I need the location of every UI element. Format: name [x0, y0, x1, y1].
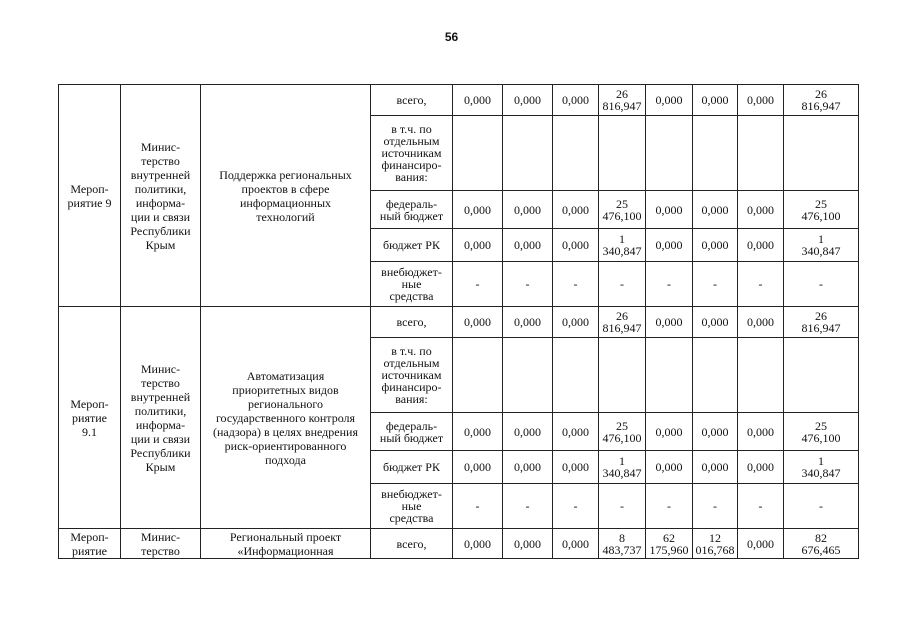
amount-cell: 0,000 [453, 307, 503, 338]
funding-source-cell: бюджет РК [371, 229, 453, 262]
amount-cell: - [784, 262, 859, 307]
measure-name-cell: Автоматизация приоритетных видов регионального государственного контроля (надзора) в целях внедрения риск-ориентированного подхода [201, 307, 371, 529]
amount-cell: - [738, 262, 784, 307]
amount-cell: 12 016,768 [693, 529, 738, 559]
amount-cell: 1 340,847 [784, 229, 859, 262]
amount-cell: 0,000 [553, 413, 599, 451]
funding-source-cell: внебюджет- ные средства [371, 262, 453, 307]
table-row [59, 307, 859, 338]
amount-cell: 8 483,737 [599, 529, 646, 559]
amount-cell [784, 116, 859, 191]
amount-cell [553, 338, 599, 413]
amount-cell: - [599, 262, 646, 307]
funding-source-cell: федераль- ный бюджет [371, 413, 453, 451]
event-cell: Мероп- риятие 9 [59, 85, 121, 307]
amount-cell: - [503, 484, 553, 529]
funding-source-cell: в т.ч. по отдельным источникам финансиро- вания: [371, 116, 453, 191]
amount-cell: 0,000 [553, 529, 599, 559]
amount-cell: 0,000 [453, 413, 503, 451]
amount-cell: 0,000 [646, 451, 693, 484]
amount-cell: 0,000 [453, 529, 503, 559]
funding-source-cell: всего, [371, 529, 453, 559]
amount-cell: 25 476,100 [599, 413, 646, 451]
amount-cell: 0,000 [738, 307, 784, 338]
amount-cell: - [646, 484, 693, 529]
funding-source-cell: всего, [371, 85, 453, 116]
amount-cell: 0,000 [738, 191, 784, 229]
funding-source-cell: всего, [371, 307, 453, 338]
amount-cell: 0,000 [738, 413, 784, 451]
amount-cell: 0,000 [646, 413, 693, 451]
amount-cell: 0,000 [738, 451, 784, 484]
funding-source-cell: федераль- ный бюджет [371, 191, 453, 229]
page-number: 56 [444, 30, 459, 44]
amount-cell: 0,000 [553, 229, 599, 262]
amount-cell: 0,000 [553, 85, 599, 116]
amount-cell: 0,000 [553, 191, 599, 229]
event-cell: Мероп- риятие 9.1 [59, 307, 121, 529]
amount-cell: - [693, 262, 738, 307]
executor-cell: Минис- терство внутренней политики, информа- ции и связи Республики Крым [121, 85, 201, 307]
amount-cell: 0,000 [453, 85, 503, 116]
amount-cell: 25 476,100 [784, 191, 859, 229]
amount-cell: 0,000 [738, 229, 784, 262]
amount-cell: - [784, 484, 859, 529]
amount-cell: 26 816,947 [599, 85, 646, 116]
amount-cell: 0,000 [646, 307, 693, 338]
amount-cell: 1 340,847 [599, 451, 646, 484]
amount-cell [503, 116, 553, 191]
amount-cell: 0,000 [503, 307, 553, 338]
amount-cell [646, 116, 693, 191]
amount-cell [693, 116, 738, 191]
amount-cell: 0,000 [738, 529, 784, 559]
amount-cell: - [503, 262, 553, 307]
amount-cell: 0,000 [553, 451, 599, 484]
amount-cell: 0,000 [503, 229, 553, 262]
table-row [59, 85, 859, 116]
amount-cell [453, 338, 503, 413]
event-cell: Мероп- риятие [59, 529, 121, 559]
funding-source-cell: внебюджет- ные средства [371, 484, 453, 529]
budget-table [58, 84, 859, 559]
amount-cell: - [453, 484, 503, 529]
amount-cell [599, 116, 646, 191]
amount-cell: 0,000 [646, 229, 693, 262]
amount-cell: 0,000 [738, 85, 784, 116]
amount-cell: 26 816,947 [784, 85, 859, 116]
amount-cell: 0,000 [553, 307, 599, 338]
amount-cell: - [553, 262, 599, 307]
amount-cell: 0,000 [693, 191, 738, 229]
measure-name-cell: Региональный проект «Информационная [201, 529, 371, 559]
amount-cell: 62 175,960 [646, 529, 693, 559]
executor-cell: Минис- терство внутренней политики, информа- ции и связи Республики Крым [121, 307, 201, 529]
amount-cell: 25 476,100 [599, 191, 646, 229]
amount-cell: - [553, 484, 599, 529]
amount-cell [738, 116, 784, 191]
amount-cell: 1 340,847 [599, 229, 646, 262]
amount-cell: 0,000 [453, 191, 503, 229]
amount-cell: 82 676,465 [784, 529, 859, 559]
amount-cell: 26 816,947 [599, 307, 646, 338]
amount-cell: 0,000 [503, 451, 553, 484]
amount-cell: - [453, 262, 503, 307]
amount-cell: 0,000 [693, 307, 738, 338]
amount-cell: 0,000 [503, 191, 553, 229]
executor-cell: Минис- терство [121, 529, 201, 559]
amount-cell: 0,000 [693, 229, 738, 262]
amount-cell: - [738, 484, 784, 529]
amount-cell [738, 338, 784, 413]
amount-cell: 26 816,947 [784, 307, 859, 338]
amount-cell: 0,000 [693, 451, 738, 484]
amount-cell [693, 338, 738, 413]
table-row [59, 529, 859, 559]
amount-cell: 0,000 [453, 229, 503, 262]
amount-cell: 0,000 [453, 451, 503, 484]
amount-cell: - [693, 484, 738, 529]
amount-cell [453, 116, 503, 191]
amount-cell: 0,000 [503, 85, 553, 116]
amount-cell: 0,000 [693, 413, 738, 451]
amount-cell [646, 338, 693, 413]
amount-cell: 0,000 [646, 85, 693, 116]
amount-cell: 0,000 [646, 191, 693, 229]
funding-source-cell: в т.ч. по отдельным источникам финансиро- вания: [371, 338, 453, 413]
measure-name-cell: Поддержка региональных проектов в сфере информационных технологий [201, 85, 371, 307]
amount-cell: 1 340,847 [784, 451, 859, 484]
amount-cell: 25 476,100 [784, 413, 859, 451]
amount-cell [784, 338, 859, 413]
amount-cell [503, 338, 553, 413]
amount-cell: 0,000 [503, 529, 553, 559]
amount-cell [599, 338, 646, 413]
funding-source-cell: бюджет РК [371, 451, 453, 484]
amount-cell: - [599, 484, 646, 529]
amount-cell: - [646, 262, 693, 307]
amount-cell: 0,000 [503, 413, 553, 451]
amount-cell: 0,000 [693, 85, 738, 116]
amount-cell [553, 116, 599, 191]
